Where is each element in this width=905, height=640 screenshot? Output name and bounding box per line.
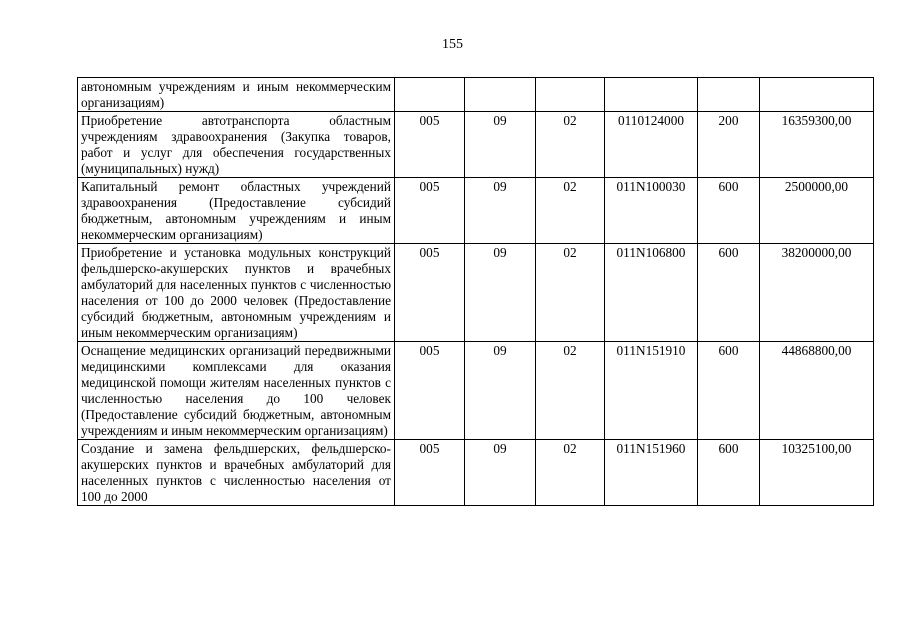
row-description: Приобретение автотранспорта областным учреждениям здравоохранения (Закупка товаров, работ и услуг для обеспечения государственных (муниципальных) нужд) bbox=[78, 112, 395, 178]
cell-subsection-code: 02 bbox=[536, 342, 605, 440]
cell-ministry-code: 005 bbox=[395, 178, 465, 244]
cell-amount: 38200000,00 bbox=[760, 244, 874, 342]
cell-amount: 44868800,00 bbox=[760, 342, 874, 440]
cell-ministry-code: 005 bbox=[395, 342, 465, 440]
cell-amount bbox=[760, 78, 874, 112]
cell-expense-type: 600 bbox=[698, 342, 760, 440]
row-description: Оснащение медицинских организаций передвижными медицинскими комплексами для оказания медицинской помощи жителям населенных пунктов с численностью населения до 100 человек (Предоставление субсидий бюджетным, автономным учреждениям и иным некоммерческим организациям) bbox=[78, 342, 395, 440]
cell-expense-type bbox=[698, 78, 760, 112]
cell-expense-type: 600 bbox=[698, 178, 760, 244]
table-row bbox=[78, 440, 874, 506]
cell-ministry-code: 005 bbox=[395, 440, 465, 506]
cell-target-article: 011N106800 bbox=[605, 244, 698, 342]
cell-target-article: 0110124000 bbox=[605, 112, 698, 178]
cell-section-code bbox=[465, 78, 536, 112]
cell-ministry-code bbox=[395, 78, 465, 112]
cell-amount: 10325100,00 bbox=[760, 440, 874, 506]
cell-section-code: 09 bbox=[465, 440, 536, 506]
cell-subsection-code bbox=[536, 78, 605, 112]
cell-target-article: 011N151910 bbox=[605, 342, 698, 440]
row-description: Создание и замена фельдшерских, фельдшерско-акушерских пунктов и врачебных амбулаторий для населенных пунктов с численностью населения от 100 до 2000 bbox=[78, 440, 395, 506]
cell-subsection-code: 02 bbox=[536, 112, 605, 178]
cell-expense-type: 600 bbox=[698, 440, 760, 506]
budget-table bbox=[77, 77, 874, 506]
cell-subsection-code: 02 bbox=[536, 440, 605, 506]
cell-section-code: 09 bbox=[465, 244, 536, 342]
cell-subsection-code: 02 bbox=[536, 178, 605, 244]
cell-section-code: 09 bbox=[465, 112, 536, 178]
cell-amount: 16359300,00 bbox=[760, 112, 874, 178]
cell-target-article: 011N151960 bbox=[605, 440, 698, 506]
cell-ministry-code: 005 bbox=[395, 112, 465, 178]
cell-amount: 2500000,00 bbox=[760, 178, 874, 244]
cell-target-article bbox=[605, 78, 698, 112]
row-description: Приобретение и установка модульных конструкций фельдшерско-акушерских пунктов и врачебных амбулаторий для населенных пунктов с численностью населения от 100 до 2000 человек (Предоставление субсидий бюджетным, автономным учреждениям и иным некоммерческим организациям) bbox=[78, 244, 395, 342]
row-description: автономным учреждениям и иным некоммерческим организациям) bbox=[78, 78, 395, 112]
table-row bbox=[78, 244, 874, 342]
page-number: 155 bbox=[442, 37, 463, 52]
cell-section-code: 09 bbox=[465, 342, 536, 440]
table-row bbox=[78, 178, 874, 244]
row-description: Капитальный ремонт областных учреждений здравоохранения (Предоставление субсидий бюджетным, автономным учреждениям и иным некоммерческим организациям) bbox=[78, 178, 395, 244]
table-row bbox=[78, 112, 874, 178]
cell-expense-type: 200 bbox=[698, 112, 760, 178]
cell-section-code: 09 bbox=[465, 178, 536, 244]
table-row bbox=[78, 342, 874, 440]
cell-ministry-code: 005 bbox=[395, 244, 465, 342]
cell-expense-type: 600 bbox=[698, 244, 760, 342]
cell-subsection-code: 02 bbox=[536, 244, 605, 342]
table-row bbox=[78, 78, 874, 112]
cell-target-article: 011N100030 bbox=[605, 178, 698, 244]
